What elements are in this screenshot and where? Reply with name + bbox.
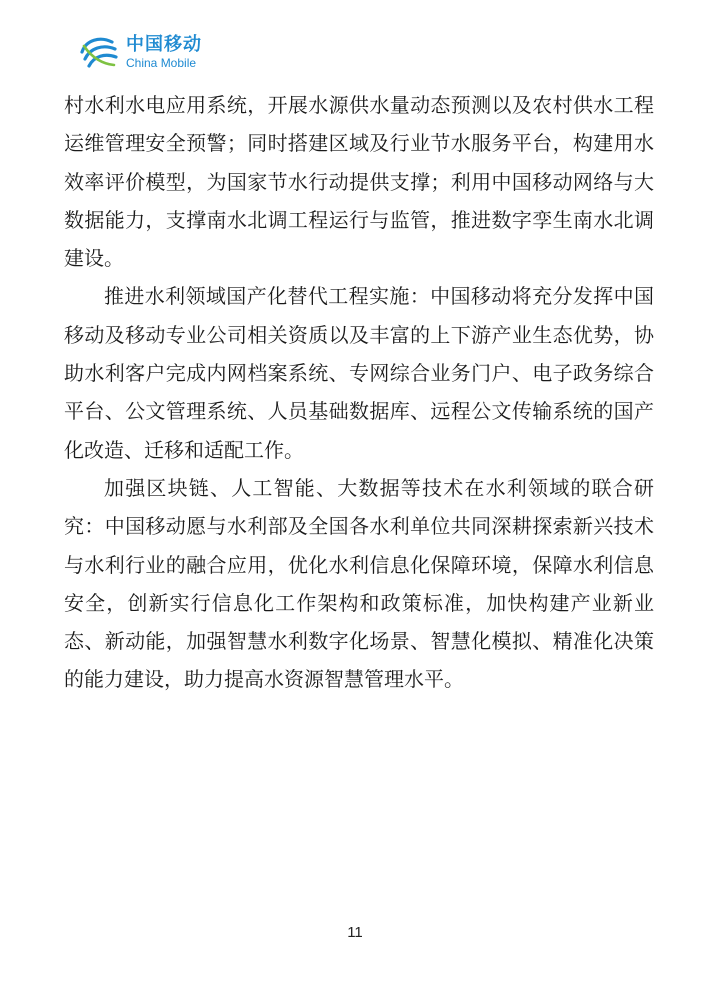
- paragraph-3: 加强区块链、人工智能、大数据等技术在水利领域的联合研究：中国移动愿与水利部及全国各水利单位共同深耕探索新兴技术与水利行业的融合应用，优化水利信息化保障环境，保障水利信息安全，创新实行信息化工作架构和政策标准，加快构建产业新业态、新动能，加强智慧水利数字化场景、智慧化模拟、精准化决策的能力建设，助力提高水资源智慧管理水平。: [64, 475, 654, 692]
- logo-chinese-name: 中国移动: [126, 33, 202, 55]
- china-mobile-logo: [78, 32, 218, 72]
- page-number: 11: [347, 924, 363, 941]
- logo-english-name: China Mobile: [126, 55, 197, 70]
- china-mobile-logo-icon: [78, 32, 120, 72]
- document-body: [64, 86, 654, 699]
- paragraph-2: 推进水利领域国产化替代工程实施：中国移动将充分发挥中国移动及移动专业公司相关资质以及丰富的上下游产业生态优势，协助水利客户完成内网档案系统、专网综合业务门户、电子政务综合平台、公文管理系统、人员基础数据库、远程公文传输系统的国产化改造、迁移和适配工作。: [64, 284, 654, 462]
- paragraph-1: 村水利水电应用系统，开展水源供水量动态预测以及农村供水工程运维管理安全预警；同时搭建区域及行业节水服务平台，构建用水效率评价模型，为国家节水行动提供支撑；利用中国移动网络与大数据能力，支撑南水北调工程运行与监管，推进数字孪生南水北调建设。: [64, 93, 654, 271]
